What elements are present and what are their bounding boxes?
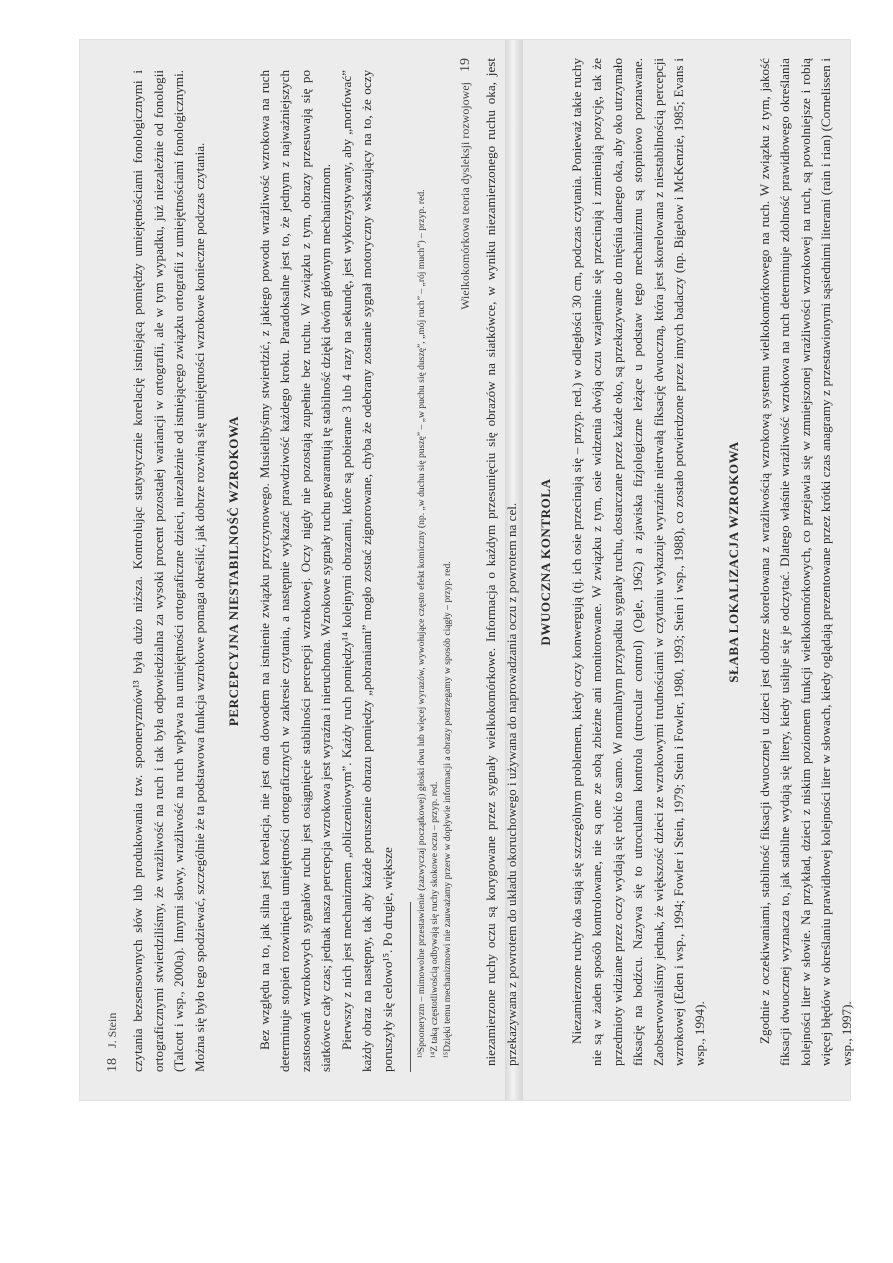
left-page-header [102, 70, 122, 1072]
left-page [102, 50, 502, 1080]
paragraph: Niezamierzone ruchy oka stają się szczególnym problemem, kiedy oczy konwergują (tj. ich osie przecinają się – przyp. red.) w odległości 30 cm, podczas czytania. Ponieważ takie ruchy nie są w żaden sposób kontrolowane, nie są one ze sobą zbieżne ani monitorowane. W związku z tym, osie widzenia dwóją oczu wzajemnie się przecinają i zmieniają pozycję, tak że przedmioty widziane przez oczy wydają się robić to samo. W normalnym przypadku sygnały ruchu, dostarczane przez każde oko, są przekazywane do mięśnia danego oka, aby oko utrzymało fiksację na bodźcu. Nazywa się to utroculama kontrola (utrocular control) (Ogle, 1962) a zjawiska fizjologiczne leżące u podstaw tego mechanizmu są stopniowo poznawane. Zaobserwowaliśmy jednak, że większość dzieci ze wzrokowymi trudnościami w czytaniu wykazuje wyraźnie nietrwałą fiksację dwuoczną, która jest skorelowana z niestabilnością percepcji wzrokowej (Eden i wsp., 1994; Fowler i Stein, 1979; Stein i Fowler, 1980, 1993; Stein i wsp., 1988), co zostało potwierdzone przez innych badaczy (np. Bigelow i McKenzie, 1985; Evans i wsp., 1994). [568, 58, 707, 1066]
paragraph: niezamierzone ruchy oczu są korygowane przez sygnały wielkokomórkowe. Informacja o każdym przesunięciu się obrazów na siatkówce, w wyniku niezamierzonego ruchu oka, jest przekazywana z powrotem do układu okoruchowego i używana do naprowadzania oczu z powrotem na cel. [483, 58, 519, 1066]
paragraph: Pierwszy z nich jest mechanizmem „obliczeniowym”. Każdy ruch pomiędzy¹⁴ kolejnymi obrazami, które są pobierane 3 lub 4 razy na sekundę, jest wykorzystywany, aby „morfować” każdy obraz na następny, tak aby każde poruszenie obrazu pomiędzy „pobraniami” mogło zostać zignorowane, chyba że odebrany zostanie sygnał motoryczny wskazujący na to, że oczy poruszyły się celowo¹⁵. Po drugie, większe [338, 70, 395, 1072]
paragraph: Zgodnie z oczekiwaniami, stabilność fiksacji dwuocznej u dzieci jest dobrze skorelowana z wrażliwością wzrokową systemu wielkokomórkowego na ruch. W związku z tym, jakość fiksacji dwuocznej wyznacza to, jak stabilne wydają się litery, kiedy usiłuje się je odczytać. Dlatego właśnie wrażliwość wzrokowa na ruch determinuje zdolność prawidłowego określania kolejności liter w słowie. Na przykład, dzieci z niskim poziomem funkcji wielkokomórkowych, co przejawia się w zmniejszonej wrażliwości wzrokowej na ruch, są powolniejsze i robią więcej błędów w określaniu prawidłowej kolejności liter w słowach, kiedy oglądają prezentowane przez krótki czas anagramy z przestawionymi sąsiednimi literami (rain i rian) (Cornelissen i wsp., 1997). [756, 58, 854, 1066]
section-heading: SŁABA LOKALIZACJA WZROKOWA [726, 441, 741, 683]
right-page-header [455, 58, 475, 1066]
footnote: ¹³Spooneryzm – mimowolne przestawienie (zazwyczaj początkowej) głoski dwu lub więcej wyrazów, wywołujące często efekt komiczny (np. „w duchu się puszę” – „w puchu się duszę”, „mój ruch” – „rój much”) – przyp. red. [416, 189, 427, 1058]
paragraph: czytania bezsensownych słów lub produkowania tzw. spooneryzmów¹³ była dużo niższa. Kontrolując statystycznie korelację istniejącą pomiędzy umiejętnościami fonologicznymi i ortograficznymi stwierdziliśmy, że wrażliwość na ruch i tak była odpowiedzialna za wysoki procent pozostałej wariancji w ortografii, ale w tym wypadku, już niezależnie od fonologii (Talcott i wsp., 2000a). Innymi słowy, wrażliwość na ruch wpływa na umiejętności ortograficzne dzieci, niezależnie od istniejącego związku ortografii z umiejętnościami fonologicznymi. Można się było tego spodziewać, szczególnie że ta podstawowa funkcja wzrokowe pomaga określić, jak dobrze rozwiną się umiejętności wzrokowe konieczne podczas czytania. [130, 70, 207, 1072]
section-heading: PERCEPCYJNA NIESTABILNOŚĆ WZROKOWA [226, 415, 241, 727]
section-heading: DWUOCZNA KONTROLA [538, 478, 553, 646]
running-head: Wielkokomórkowa teoria dysleksji rozwojowej [458, 82, 472, 310]
footnote: ¹⁴Z taką częstotliwością odbywają się ruchy skokowe oczu – przyp. red. [429, 781, 440, 1058]
page-number: 18 [105, 1058, 120, 1072]
footnote-rule [410, 902, 411, 1072]
running-head: J. Stein [105, 1012, 119, 1048]
page-number: 19 [458, 58, 473, 72]
footnote: ¹⁵Dzięki temu mechanizmowi nie zauważamy przerw w dopływie informacji a obrazy postrzegamy w sposób ciągły – przyp. red. [442, 561, 453, 1058]
paragraph: Bez względu na to, jak silna jest korelacja, nie jest ona dowodem na istnienie związku przyczynowego. Musielibyśmy stwierdzić, z jakiego powodu wrażliwość wzrokowa na ruch determinuje stopień rozwinięcia umiejętności ortograficznych w zakresie czytania, a następnie wykazać prawdziwość każdego kroku. Paradoksalne jest to, że jednym z najważniejszych zastosowań wzrokowych sygnałów ruchu jest osiągnięcie stabilności percepcji wzrokowej. Oczy nigdy nie pozostają zupełnie bez ruchu. W związku z tym, obrazy przesuwają się po siatkówce cały czas; jednak nasza percepcja wzrokowa jest wyraźna i nieruchoma. Wzrokowe sygnały ruchu gwarantują tę stabilność dzięki dwóm głównym mechanizmom. [256, 70, 333, 1072]
right-page [455, 50, 855, 1080]
